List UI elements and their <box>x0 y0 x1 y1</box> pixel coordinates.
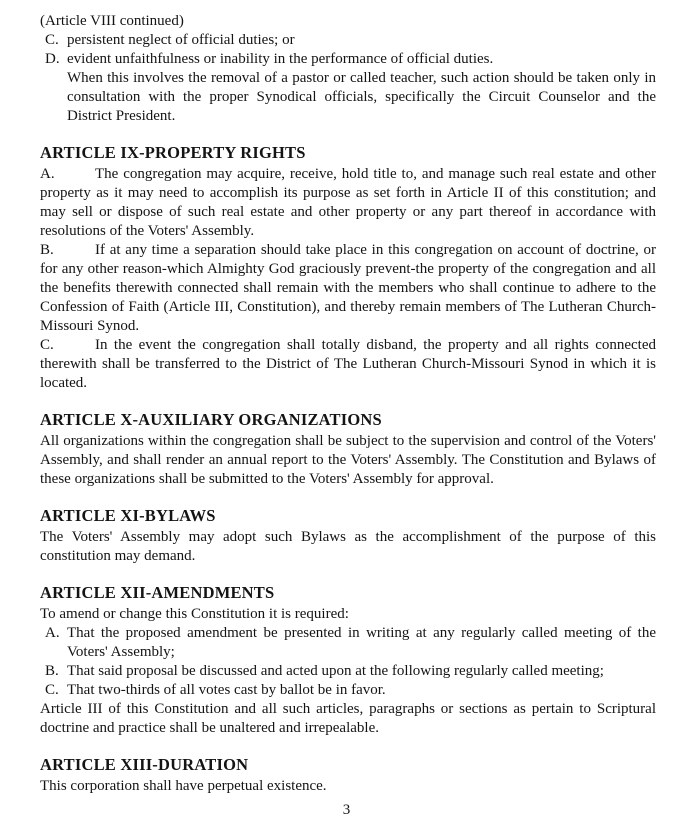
section-article-viii-continued <box>40 12 656 126</box>
section-article-ix <box>40 142 656 393</box>
article-xi-heading: ARTICLE XI-BYLAWS <box>40 506 216 525</box>
list-item-label: C. <box>45 682 59 698</box>
article-ix-paragraph-b <box>40 241 656 336</box>
article-xi-body: The Voters' Assembly may adopt such Bylaws as the accomplishment of the purpose of this constitution may demand. <box>40 529 656 564</box>
paragraph-label: A. <box>40 166 55 182</box>
list-item-label: D. <box>45 51 60 67</box>
list-item <box>45 681 656 700</box>
section-article-xiii <box>40 754 656 796</box>
list-item <box>45 662 656 681</box>
article-ix-paragraph-a <box>40 165 656 241</box>
article-xiii-heading: ARTICLE XIII-DURATION <box>40 755 249 774</box>
article-ix-paragraph-c <box>40 336 656 393</box>
sub-note: When this involves the removal of a pastor or called teacher, such action should be taken only in consultation with the proper Synodical officials, specifically the Circuit Counselor and the District President. <box>67 70 656 124</box>
continuation-note: (Article VIII continued) <box>40 13 184 29</box>
article-xii-heading: ARTICLE XII-AMENDMENTS <box>40 583 275 602</box>
page-number: 3 <box>342 802 351 818</box>
paragraph-text: In the event the congregation shall totally disband, the property and all rights connected therewith shall be transferred to the District of The Lutheran Church-Missouri Synod in which it is located. <box>40 337 656 391</box>
list-item <box>45 31 656 50</box>
paragraph-label: C. <box>40 337 54 353</box>
paragraph-text: If at any time a separation should take place in this congregation on account of doctrine, or for any other reason-which Almighty God graciously prevent-the property of the congregation and all the benefits therewith connected shall remain with the members who shall continue to adhere to the Confession of Faith (Article III, Constitution), and thereby remain members of The Lutheran Church-Missouri Synod. <box>40 242 656 334</box>
list-item <box>45 50 656 69</box>
list-item-text: persistent neglect of official duties; or <box>67 32 295 48</box>
list-item-text: That the proposed amendment be presented in writing at any regularly called meeting of the Voters' Assembly; <box>67 625 656 660</box>
article-xii-closing: Article III of this Constitution and all such articles, paragraphs or sections as pertain to Scriptural doctrine and practice shall be unaltered and irrepealable. <box>40 701 656 736</box>
list-item <box>45 624 656 662</box>
section-article-x <box>40 409 656 489</box>
article-x-heading: ARTICLE X-AUXILIARY ORGANIZATIONS <box>40 410 382 429</box>
list-item-text: That two-thirds of all votes cast by ballot be in favor. <box>67 682 386 698</box>
article-xii-intro: To amend or change this Constitution it is required: <box>40 606 349 622</box>
list-item-label: A. <box>45 625 60 641</box>
article-x-body: All organizations within the congregation shall be subject to the supervision and control of the Voters' Assembly, and shall render an annual report to the Voters' Assembly. The Constitution and Bylaws of these organizations shall be submitted to the Voters' Assembly for approval. <box>40 433 656 487</box>
list-item-text: evident unfaithfulness or inability in the performance of official duties. <box>67 51 494 67</box>
paragraph-text: The congregation may acquire, receive, hold title to, and manage such real estate and other property as it may need to accomplish its purpose as set forth in Article II of this constitution; and may sell or dispose of such real estate and other property or any part thereof in accordance with resolutions of the Voters' Assembly. <box>40 166 656 239</box>
list-item-text: That said proposal be discussed and acted upon at the following regularly called meeting; <box>67 663 604 679</box>
section-article-xii <box>40 582 656 738</box>
article-xiii-body: This corporation shall have perpetual existence. <box>40 778 327 794</box>
list-item-label: B. <box>45 663 59 679</box>
paragraph-label: B. <box>40 242 54 258</box>
article-ix-heading: ARTICLE IX-PROPERTY RIGHTS <box>40 143 306 162</box>
list-item-label: C. <box>45 32 59 48</box>
section-article-xi <box>40 505 656 566</box>
